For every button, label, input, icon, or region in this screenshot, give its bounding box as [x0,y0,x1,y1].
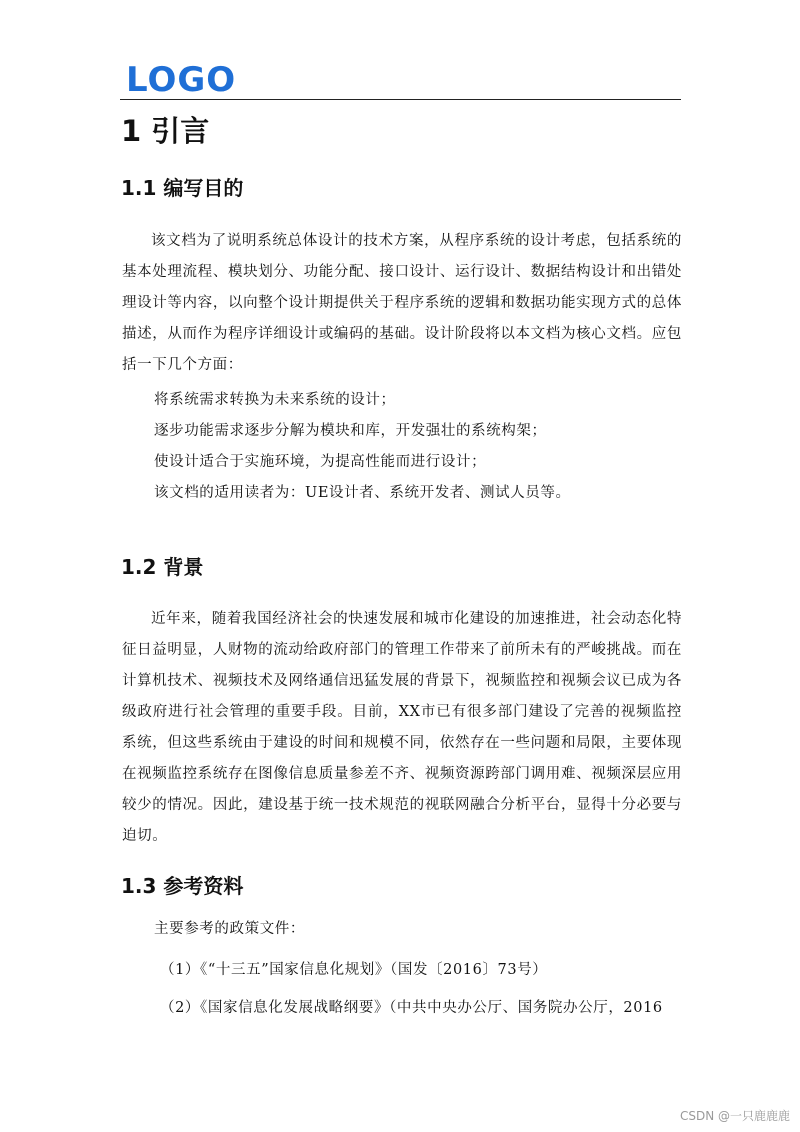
references-intro: 主要参考的政策文件： [154,921,305,937]
section-heading-background: 1.2 背景 [121,555,204,579]
watermark: CSDN @一只鹿鹿鹿 [679,1109,790,1123]
chapter-title: 1 引言 [121,114,210,148]
purpose-item: 该文档的适用读者为：UE设计者、系统开发者、测试人员等。 [154,485,571,501]
purpose-item: 逐步功能需求逐步分解为模块和库，开发强壮的系统构架； [154,423,547,439]
header-rule [120,99,681,100]
reference-item: （2）《国家信息化发展战略纲要》（中共中央办公厅、国务院办公厅，2016 [160,1000,663,1016]
section-heading-references: 1.3 参考资料 [121,874,244,898]
logo: LOGO [126,60,237,100]
purpose-item: 将系统需求转换为未来系统的设计； [154,392,396,408]
reference-item: （1）《“十三五”国家信息化规划》（国发〔2016〕73号） [160,962,548,978]
section-heading-purpose: 1.1 编写目的 [121,176,244,200]
background-paragraph: 近年来，随着我国经济社会的快速发展和城市化建设的加速推进，社会动态化特征日益明显，人财物的流动给政府部门的管理工作带来了前所未有的严峻挑战。而在计算机技术、视频技术及网络通信迅猛发展的背景下，视频监控和视频会议已成为各级政府进行社会管理的重要手段。目前，XX市已有很多部门建设了完善的视频监控系统，但这些系统由于建设的时间和规模不同，依然存在一些问题和局限，主要体现在视频监控系统存在图像信息质量参差不齐、视频资源跨部门调用难、视频深层应用较少的情况。因此，建设基于统一技术规范的视联网融合分析平台，显得十分必要与迫切。 [122,611,682,844]
purpose-item: 使设计适合于实施环境，为提高性能而进行设计； [154,454,487,470]
purpose-paragraph: 该文档为了说明系统总体设计的技术方案，从程序系统的设计考虑，包括系统的基本处理流程、模块划分、功能分配、接口设计、运行设计、数据结构设计和出错处理设计等内容，以向整个设计期提供关于程序系统的逻辑和数据功能实现方式的总体描述，从而作为程序详细设计或编码的基础。设计阶段将以本文档为核心文档。应包括一下几个方面： [122,233,682,373]
